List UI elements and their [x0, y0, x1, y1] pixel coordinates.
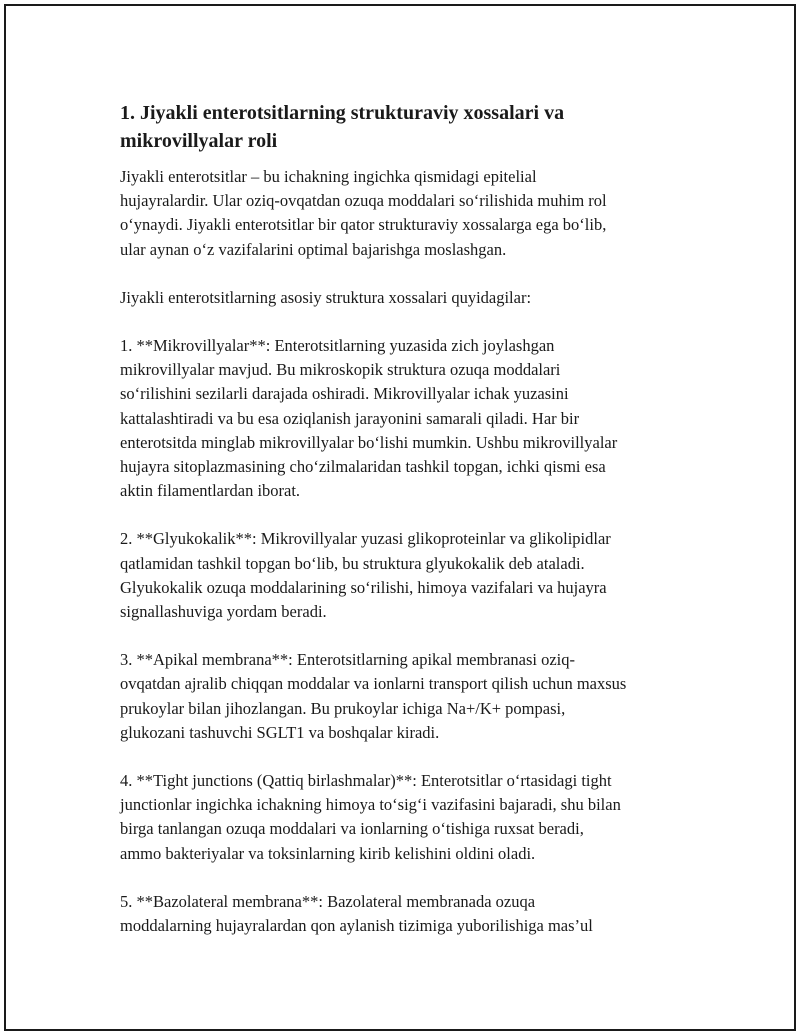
text-line: qatlamidan tashkil topgan bo‘lib, bu struktura glyukokalik deb ataladi. [120, 553, 585, 573]
paragraph-item-4 [120, 769, 710, 866]
text-line: 2. **Glyukokalik**: Mikrovillyalar yuzasi glikoproteinlar va glikolipidlar [120, 529, 611, 549]
text-line: junctionlar ingichka ichakning himoya to‘sig‘i vazifasini bajaradi, shu bilan [120, 795, 621, 815]
paragraph-intro [120, 165, 710, 262]
text-line: moddalarning hujayralardan qon aylanish tizimiga yuborilishiga mas’ul [120, 916, 593, 936]
text-line: hujayra sitoplazmasining cho‘zilmalaridan tashkil topgan, ichki qismi esa [120, 457, 606, 477]
text-line: mikrovillyalar mavjud. Bu mikroskopik struktura ozuqa moddalari [120, 360, 561, 380]
text-line: Jiyakli enterotsitlar – bu ichakning ingichka qismidagi epitelial [120, 167, 537, 186]
text-line: ular aynan o‘z vazifalarini optimal bajarishga moslashgan. [120, 239, 507, 259]
paragraph-item-1 [120, 334, 710, 503]
text-line: kattalashtiradi va bu esa oziqlanish jarayonini samarali qiladi. Har bir [120, 408, 580, 428]
text-line: ovqatdan ajralib chiqqan moddalar va ionlarni transport qilish uchun maxsus [120, 674, 627, 694]
text-line: so‘rilishini sezilarli darajada oshiradi. Mikrovillyalar ichak yuzasini [120, 384, 569, 404]
text-line: ammo bakteriyalar va toksinlarning kirib kelishini oldini oladi. [120, 843, 536, 863]
text-line: signallashuviga yordam beradi. [120, 602, 327, 622]
text-line: o‘ynaydi. Jiyakli enterotsitlar bir qator strukturaviy xossalarga ega bo‘lib, [120, 215, 607, 235]
document-content [120, 99, 710, 962]
text-line: 3. **Apikal membrana**: Enterotsitlarning apikal membranasi oziq- [120, 650, 575, 670]
text-line: Jiyakli enterotsitlarning asosiy struktura xossalari quyidagilar: [120, 287, 532, 307]
text-line: hujayralardir. Ular oziq-ovqatdan ozuqa moddalari so‘rilishida muhim rol [120, 191, 607, 211]
text-line: 5. **Bazolateral membrana**: Bazolateral membranada ozuqa [120, 891, 536, 911]
text-line: glukozani tashuvchi SGLT1 va boshqalar kiradi. [120, 722, 440, 742]
paragraph-item-3 [120, 648, 710, 745]
text-line: birga tanlangan ozuqa moddalari va ionlarning o‘tishiga ruxsat beradi, [120, 819, 584, 839]
title-line: mikrovillyalar roli [120, 130, 278, 152]
document-title [120, 99, 710, 155]
text-line: aktin filamentlardan iborat. [120, 481, 301, 501]
text-line: 4. **Tight junctions (Qattiq birlashmalar)**: Enterotsitlar o‘rtasidagi tight [120, 771, 612, 791]
paragraph-item-2 [120, 527, 710, 624]
title-line: 1. Jiyakli enterotsitlarning strukturaviy xossalari va [120, 102, 565, 124]
text-line: prukoylar bilan jihozlangan. Bu prukoylar ichiga Na+/K+ pompasi, [120, 698, 566, 718]
page-frame [4, 4, 796, 1031]
text-line: enterotsitda minglab mikrovillyalar bo‘lishi mumkin. Ushbu mikrovillyalar [120, 432, 618, 452]
text-line: 1. **Mikrovillyalar**: Enterotsitlarning yuzasida zich joylashgan [120, 336, 555, 356]
text-line: Glyukokalik ozuqa moddalarining so‘rilishi, himoya vazifalari va hujayra [120, 577, 607, 597]
paragraph-item-5 [120, 890, 710, 938]
paragraph-lead [120, 286, 710, 310]
